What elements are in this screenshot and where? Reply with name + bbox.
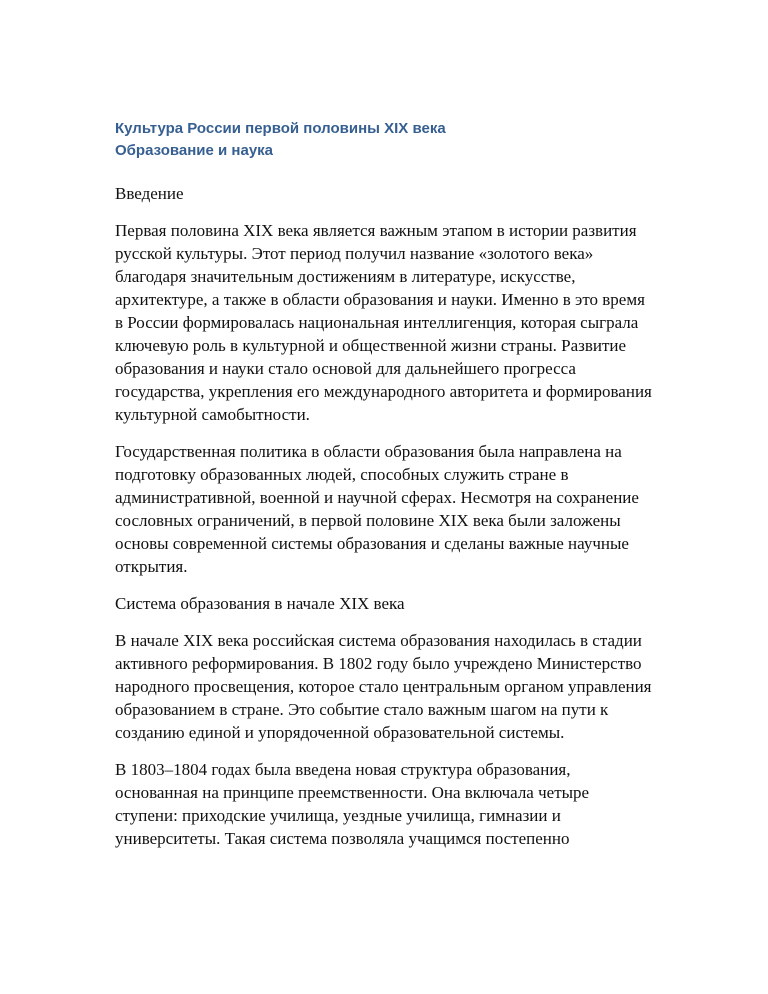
document-subtitle: Образование и наука <box>115 142 274 159</box>
section-heading-education-system: Система образования в начале XIX века <box>115 594 405 613</box>
section-heading-introduction: Введение <box>115 184 184 203</box>
document-title: Культура России первой половины XIX века <box>115 120 446 137</box>
document-header <box>115 118 655 162</box>
paragraph: В начале XIX века российская система образования находилась в стадии активного реформирования. В 1802 году было учреждено Министерство народного просвещения, которое стало центральным органом управления образованием в стране. Это событие стало важным шагом на пути к созданию единой и упорядоченной образовательной системы. <box>115 631 652 742</box>
paragraph: Государственная политика в области образования была направлена на подготовку образованных людей, способных служить стране в административной, военной и научной сферах. Несмотря на сохранение сословных ограничений, в первой половине XIX века были заложены основы современной системы образования и сделаны важные научные открытия. <box>115 442 639 576</box>
paragraph: В 1803–1804 годах была введена новая структура образования, основанная на принципе преемственности. Она включала четыре ступени: приходские училища, уездные училища, гимназии и университеты. Такая система позволяла учащимся постепенно <box>115 760 590 848</box>
document-page <box>115 118 655 864</box>
paragraph: Первая половина XIX века является важным этапом в истории развития русской культуры. Этот период получил название «золотого века» благодаря значительным достижениям в литературе, искусстве, архитектуре, а также в области образования и науки. Именно в это время в России формировалась национальная интеллигенция, которая сыграла ключевую роль в культурной и общественной жизни страны. Развитие образования и науки стало основой для дальнейшего прогресса государства, укрепления его международного авторитета и формирования культурной самобытности. <box>115 221 652 424</box>
